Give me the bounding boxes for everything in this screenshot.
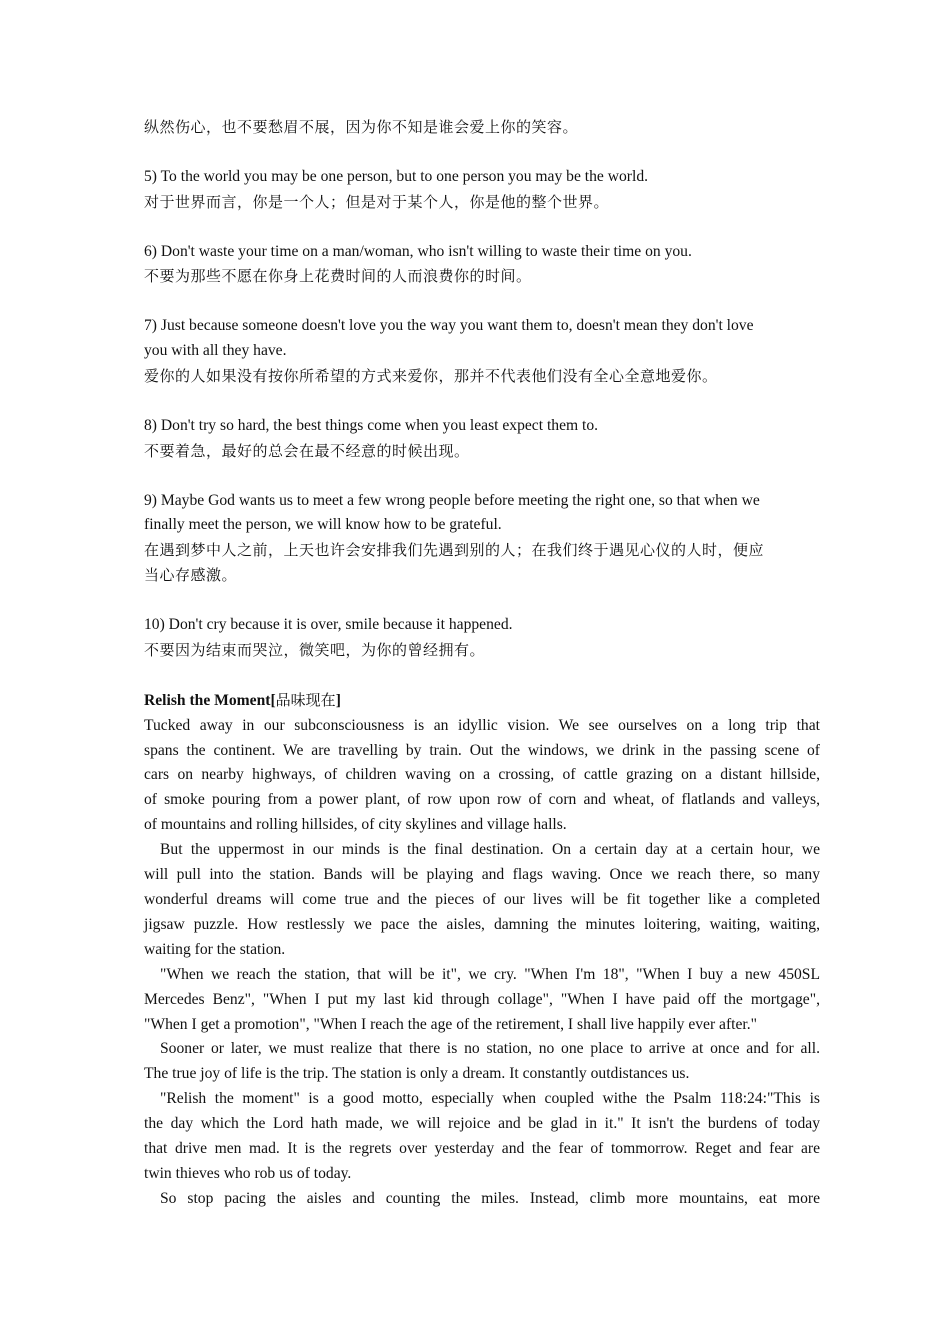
article-line: of mountains and rolling hillsides, of city skylines and village halls. (144, 816, 567, 834)
title-bracket-close: ] (335, 691, 341, 709)
article-line: Mercedes Benz", "When I put my last kid through collage", "When I have paid off the mortgage", (144, 990, 820, 1008)
article-line: "When I get a promotion", "When I reach the age of the retirement, I shall live happily ever after." (144, 1015, 758, 1033)
article-line: cars on nearby highways, of children waving on a crossing, of cattle grazing on a distant hillside, (144, 766, 820, 784)
article-paragraph (144, 838, 820, 963)
intro-chinese-line: 纵然伤心，也不要愁眉不展，因为你不知是谁会爱上你的笑容。 (144, 118, 579, 136)
quote-english-line: 7) Just because someone doesn't love you the way you want them to, doesn't mean they don't love (144, 317, 754, 335)
article-line: jigsaw puzzle. How restlessly we pace the aisles, damning the minutes loitering, waiting, waiting, (144, 915, 820, 933)
spacer (144, 663, 820, 688)
article-line: Sooner or later, we must realize that there is no station, no one place to arrive at once and for all. (160, 1040, 820, 1058)
article-line: The true joy of life is the trip. The station is only a dream. It constantly outdistances us. (144, 1065, 690, 1083)
quote-item (144, 613, 820, 688)
article-line: But the uppermost in our minds is the final destination. On a certain day at a certain hour, we (160, 841, 820, 859)
quote-english-line: 10) Don't cry because it is over, smile because it happened. (144, 616, 513, 634)
quote-english-line: 9) Maybe God wants us to meet a few wrong people before meeting the right one, so that when we (144, 491, 760, 509)
document-body (144, 115, 820, 1212)
quote-english-line: 8) Don't try so hard, the best things come when you least expect them to. (144, 416, 599, 434)
article-line: of smoke pouring from a power plant, of row upon row of corn and wheat, of flatlands and valleys, (144, 791, 820, 809)
article-line: So stop pacing the aisles and counting the miles. Instead, climb more mountains, eat more (160, 1189, 820, 1207)
article-line: Tucked away in our subconsciousness is an idyllic vision. We see ourselves on a long trip that (144, 716, 820, 734)
article-paragraph (144, 714, 820, 839)
spacer (144, 588, 820, 613)
article-line: twin thieves who rob us of today. (144, 1164, 352, 1182)
article-line: "When we reach the station, that will be it", we cry. "When I'm 18", "When I buy a new 450SL (160, 965, 820, 983)
spacer (144, 389, 820, 414)
quote-item (144, 165, 820, 240)
quote-list (144, 165, 820, 688)
spacer (144, 140, 820, 165)
article-line: waiting for the station. (144, 940, 286, 958)
quote-english-line: you with all they have. (144, 342, 287, 360)
article-line: will pull into the station. Bands will be playing and flags waving. Once we reach there, so many (144, 866, 820, 884)
quote-chinese-line: 不要着急，最好的总会在最不经意的时候出现。 (144, 441, 470, 460)
quote-item (144, 414, 820, 489)
quote-item (144, 240, 820, 315)
article-line: the day which the Lord hath made, we will rejoice and be glad in it." It isn't the burdens of today (144, 1115, 820, 1133)
article-title-chinese: 品味现在 (275, 690, 336, 709)
quote-english-line: 6) Don't waste your time on a man/woman, who isn't willing to waste their time on you. (144, 242, 692, 260)
quote-chinese-line: 爱你的人如果没有按你所希望的方式来爱你，那并不代表他们没有全心全意地爱你。 (144, 367, 718, 386)
spacer (144, 289, 820, 314)
article-title-english: Relish the Moment (144, 691, 271, 709)
title-bracket-open: [ (270, 691, 276, 709)
quote-chinese-line: 当心存感激。 (144, 566, 238, 585)
quote-item (144, 489, 820, 614)
article-title (144, 688, 820, 714)
quote-chinese-line: 不要因为结束而哭泣，微笑吧，为你的曾经拥有。 (144, 640, 486, 659)
article-line: wonderful dreams will come true and the pieces of our lives will be fit together like a completed (144, 890, 820, 908)
article-line: that drive men mad. It is the regrets over yesterday and the fear of tommorrow. Reget and fear are (144, 1140, 820, 1158)
quote-english-line: finally meet the person, we will know how to be grateful. (144, 516, 502, 534)
spacer (144, 464, 820, 489)
article-line: spans the continent. We are travelling by train. Out the windows, we drink in the passing scene of (144, 741, 820, 759)
quote-chinese-line: 不要为那些不愿在你身上花费时间的人而浪费你的时间。 (144, 267, 532, 286)
spacer (144, 215, 820, 240)
article-paragraph (144, 1187, 820, 1212)
quote-chinese-line: 对于世界而言，你是一个人；但是对于某个人，你是他的整个世界。 (144, 192, 610, 211)
article-paragraph (144, 963, 820, 1038)
article-paragraph (144, 1087, 820, 1187)
quote-item (144, 314, 820, 414)
quote-chinese-line: 在遇到梦中人之前，上天也许会安排我们先遇到别的人；在我们终于遇见心仪的人时，便应 (144, 541, 765, 560)
article-body (144, 714, 820, 1212)
quote-english-line: 5) To the world you may be one person, but to one person you may be the world. (144, 167, 649, 185)
article-paragraph (144, 1037, 820, 1087)
article-line: "Relish the moment" is a good motto, especially when coupled withe the Psalm 118:24:"This is (160, 1090, 820, 1108)
